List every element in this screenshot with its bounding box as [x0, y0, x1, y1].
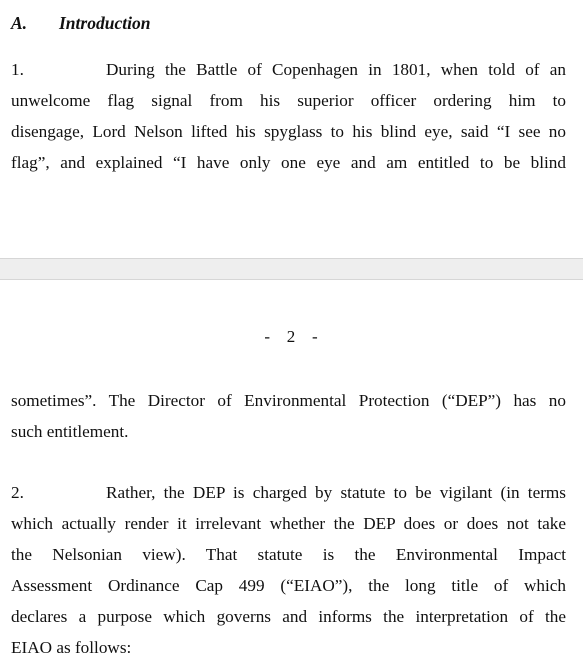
paragraph-2-line-4: Assessment Ordinance Cap 499 (“EIAO”), the long title of which	[11, 576, 566, 595]
paragraph-1-line-3: disengage, Lord Nelson lifted his spyglass to his blind eye, said “I see no	[11, 122, 566, 141]
page-number: - 2 -	[264, 327, 319, 346]
paragraph-2-line-6: EIAO as follows:	[11, 638, 132, 657]
paragraph-1-line-5: sometimes”. The Director of Environmental Protection (“DEP”) has no	[11, 391, 566, 410]
section-number: A.	[11, 13, 28, 33]
section-title: Introduction	[59, 13, 151, 33]
paragraph-2-number: 2.	[11, 483, 24, 502]
paragraph-2-line-5: declares a purpose which governs and informs the interpretation of the	[11, 607, 566, 626]
paragraph-1-line-6: such entitlement.	[11, 422, 129, 441]
paragraph-2-line-1: 2. Rather, the DEP is charged by statute to be vigilant (in terms	[11, 481, 566, 505]
paragraph-1-line-1: 1. During the Battle of Copenhagen in 1801, when told of an	[11, 58, 566, 82]
page-break	[0, 258, 583, 280]
paragraph-1-line-4: flag”, and explained “I have only one eye and am entitled to be blind	[11, 153, 566, 172]
paragraph-2-line-3: the Nelsonian view). That statute is the Environmental Impact	[11, 545, 566, 564]
section-heading	[11, 13, 150, 34]
paragraph-1-number: 1.	[11, 60, 24, 79]
paragraph-2-line-2: which actually render it irrelevant whether the DEP does or does not take	[11, 514, 566, 533]
paragraph-1-line-2: unwelcome flag signal from his superior officer ordering him to	[11, 91, 566, 110]
